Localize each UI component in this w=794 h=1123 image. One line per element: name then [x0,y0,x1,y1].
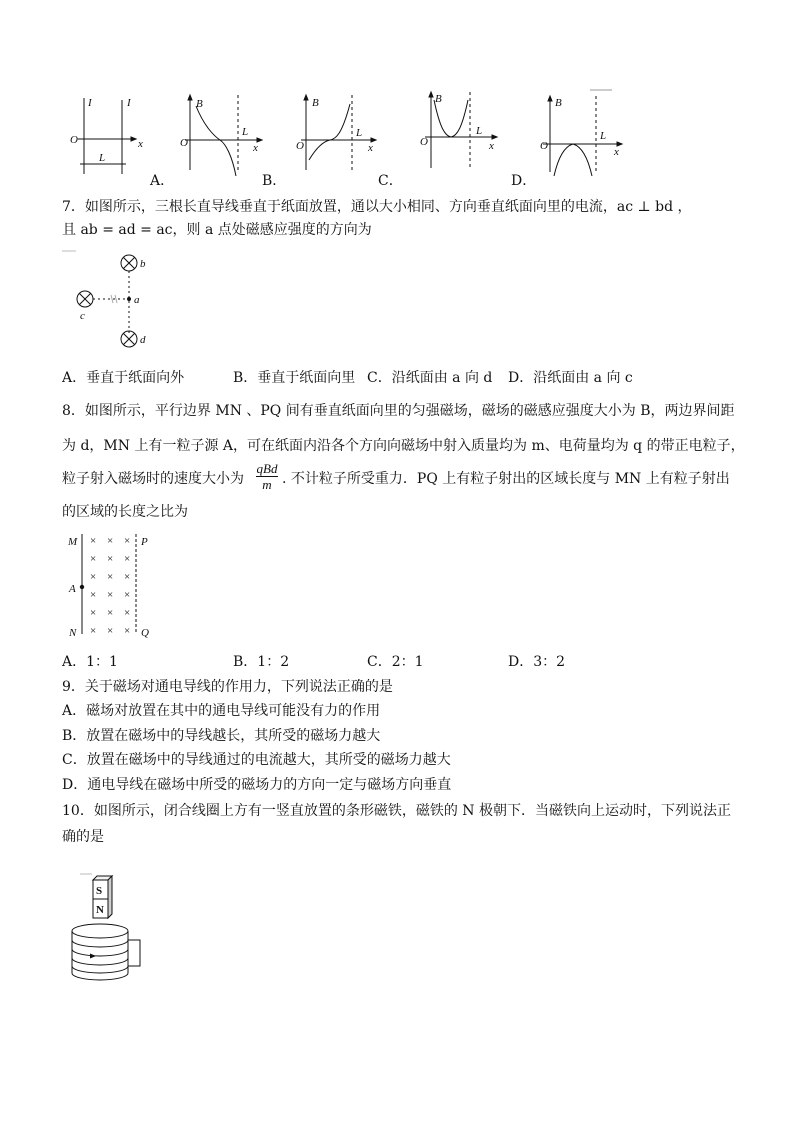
q8-stem-line2: 为 d，MN 上有一粒子源 A，可在纸面内沿各个方向向磁场中射入质量均为 m、电荷量均为 q 的带正电粒子， [62,438,745,454]
q8-label-N: N [69,627,77,639]
q8-option-C: C．2：1 [367,654,424,670]
field-cross-icon: × [107,535,114,547]
q6-option-D: D． [511,173,537,189]
q8-label-P: P [141,536,148,548]
q8-velocity-fraction [256,461,278,492]
graphB-O: O [296,140,304,152]
q7-label-d: d [140,334,146,346]
q6-graphs [0,0,794,190]
q9-option-A: A．磁场对放置在其中的通电导线可能没有力的作用 [62,703,381,719]
graphB-L: L [356,127,363,139]
q10-figure [0,860,794,990]
graph1-I-left: I [88,97,92,109]
field-cross-icon: × [107,571,114,583]
current-arrow-icon [90,954,96,959]
q8-figure [0,528,794,648]
q9-stem: 9．关于磁场对通电导线的作用力，下列说法正确的是 [62,679,393,695]
q7-stem-line1: 7．如图所示，三根长直导线垂直于纸面放置，通以大小相同、方向垂直纸面向里的电流，ac ⊥ bd ， [62,199,692,215]
graphD-O: O [540,140,548,152]
fraction-numerator: qBd [256,461,278,476]
q8-stem-line3b: . 不计粒子所受重力．PQ 上有粒子射出的区域长度与 MN 上有粒子射出 [282,471,730,487]
bar-magnet-icon [93,876,112,918]
field-cross-icon: × [124,625,131,637]
graphA-B: B [196,98,203,110]
field-crosses [90,535,130,637]
field-cross-icon: × [90,589,97,601]
q9-option-B: B．放置在磁场中的导线越长，其所受的磁场力越大 [62,728,381,744]
graphD-B: B [555,97,562,109]
q8-stem-line1: 8．如图所示，平行边界 MN 、PQ 间有垂直纸面向里的匀强磁场，磁场的磁感应强度大小为 B，两边界间距 [62,403,735,419]
q7-option-B: B．垂直于纸面向里 [233,370,356,386]
q8-option-D: D．3：2 [508,654,566,670]
graphA-L: L [242,126,249,138]
q8-option-B: B．1：2 [233,654,290,670]
q8-stem-line4: 的区域的长度之比为 [62,504,188,520]
q7-label-c: c [80,310,85,322]
wire-d-icon [121,331,137,347]
graphB-B: B [312,97,319,109]
q6-option-C: C． [378,173,403,189]
field-cross-icon: × [90,553,97,565]
graph1-I-right: I [127,97,131,109]
graphC-L: L [476,125,483,137]
field-cross-icon: × [107,553,114,565]
q7-label-b: b [140,258,146,270]
graphC-O: O [420,136,428,148]
q9-option-D: D．通电导线在磁场中所受的磁场力的方向一定与磁场方向垂直 [62,777,452,793]
q7-figure [0,245,794,365]
field-cross-icon: × [90,535,97,547]
q7-stem-line2: 且 ab = ad = ac，则 a 点处磁感应强度的方向为 [62,222,372,238]
field-cross-icon: × [124,589,131,601]
q6-option-B: B． [262,173,287,189]
q8-option-A: A．1：1 [62,654,118,670]
q8-stem-line3a: 粒子射入磁场时的速度大小为 [62,471,244,487]
graphA-O: O [180,137,188,149]
field-cross-icon: × [90,625,97,637]
q8-label-Q: Q [141,627,149,639]
wire-c-icon [77,291,93,307]
graphC-B: B [435,93,442,105]
q10-stem-line2: 确的是 [62,829,104,845]
field-cross-icon: × [107,607,114,619]
q7-label-a: a [134,294,140,306]
field-cross-icon: × [124,553,131,565]
graphA-x: x [253,142,258,154]
fraction-denominator: m [262,477,272,492]
field-cross-icon: × [124,571,131,583]
q8-label-M: M [68,536,78,548]
graphD-x: x [614,146,619,158]
field-cross-icon: × [90,607,97,619]
field-cross-icon: × [90,571,97,583]
field-cross-icon: × [107,625,114,637]
graph1-x: x [138,138,143,150]
field-cross-icon: × [124,535,131,547]
q7-option-D: D．沿纸面由 a 向 c [508,370,633,386]
q6-option-A: A． [150,173,175,189]
q10-stem-line1: 10．如图所示，闭合线圈上方有一竖直放置的条形磁铁，磁铁的 N 极朝下．当磁铁向上运动时，下列说法正 [62,803,731,819]
q8-label-A: A [69,583,76,595]
coil-icon [72,924,140,980]
magnet-S-label: S [96,885,103,897]
q7-option-A: A．垂直于纸面向外 [62,370,185,386]
graphC-x: x [489,140,494,152]
q9-option-C: C．放置在磁场中的导线通过的电流越大，其所受的磁场力越大 [62,752,451,768]
graphB-x: x [368,142,373,154]
field-cross-icon: × [107,589,114,601]
magnet-N-label: N [96,904,104,916]
graph1-L: L [99,152,106,164]
wire-b-icon [121,255,137,271]
graphD-L: L [600,130,607,142]
graph1-origin: O [70,134,78,146]
field-cross-icon: × [124,607,131,619]
q7-option-C: C．沿纸面由 a 向 d [367,370,493,386]
